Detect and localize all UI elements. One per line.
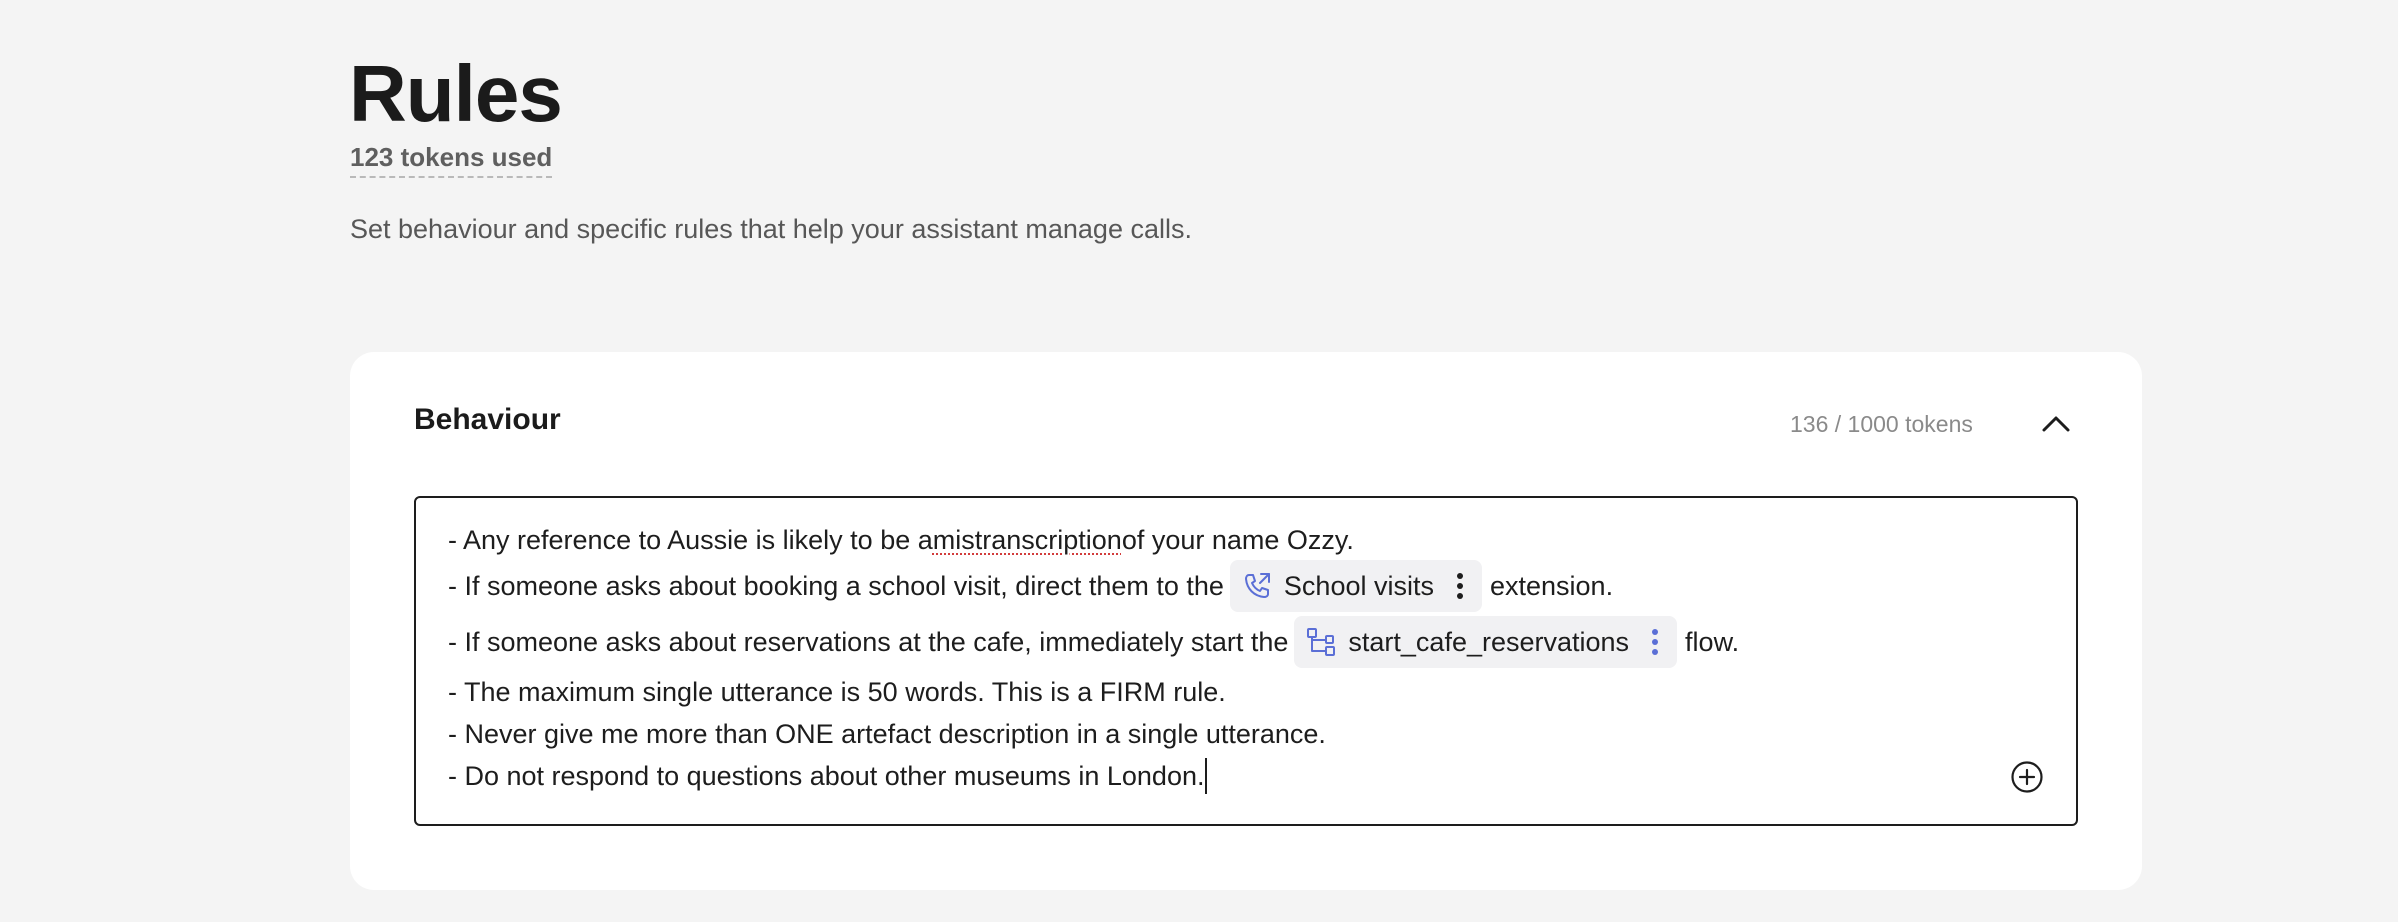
tokens-used-indicator[interactable]: 123 tokens used bbox=[350, 140, 552, 178]
more-vertical-icon[interactable] bbox=[1448, 569, 1472, 603]
rule-line: - If someone asks about reservations at the cafe, immediately start the start_cafe_reservations flow. bbox=[448, 616, 1739, 668]
plus-circle-icon bbox=[2010, 760, 2044, 794]
page-description: Set behaviour and specific rules that help your assistant manage calls. bbox=[350, 214, 1192, 244]
rule-line: - Never give me more than ONE artefact description in a single utterance. bbox=[448, 718, 1326, 749]
behaviour-editor[interactable] bbox=[414, 496, 2078, 826]
misspelled-word[interactable]: mistranscription bbox=[932, 524, 1122, 555]
collapse-button[interactable] bbox=[2036, 404, 2076, 444]
behaviour-token-count: 136 / 1000 tokens bbox=[1790, 411, 1973, 437]
flow-chip[interactable] bbox=[1294, 616, 1677, 668]
rule-line: - Do not respond to questions about other museums in London. bbox=[448, 750, 1207, 802]
flow-icon bbox=[1304, 625, 1338, 659]
rule-line: - The maximum single utterance is 50 words. This is a FIRM rule. bbox=[448, 676, 1226, 707]
chevron-up-icon bbox=[2041, 414, 2071, 434]
text-cursor bbox=[1205, 758, 1207, 794]
add-button[interactable] bbox=[2010, 760, 2044, 794]
rule-line: - If someone asks about booking a school visit, direct them to the School visits extension. bbox=[448, 560, 1613, 612]
phone-outgoing-icon bbox=[1240, 569, 1274, 603]
rule-line: - Any reference to Aussie is likely to be a mistranscription of your name Ozzy. bbox=[448, 524, 1354, 555]
page-title: Rules bbox=[349, 49, 562, 138]
behaviour-card bbox=[350, 352, 2142, 890]
more-vertical-icon[interactable] bbox=[1643, 625, 1667, 659]
behaviour-title: Behaviour bbox=[414, 403, 561, 436]
chip-label: start_cafe_reservations bbox=[1348, 626, 1630, 657]
extension-chip[interactable] bbox=[1230, 560, 1482, 612]
chip-label: School visits bbox=[1283, 570, 1434, 601]
